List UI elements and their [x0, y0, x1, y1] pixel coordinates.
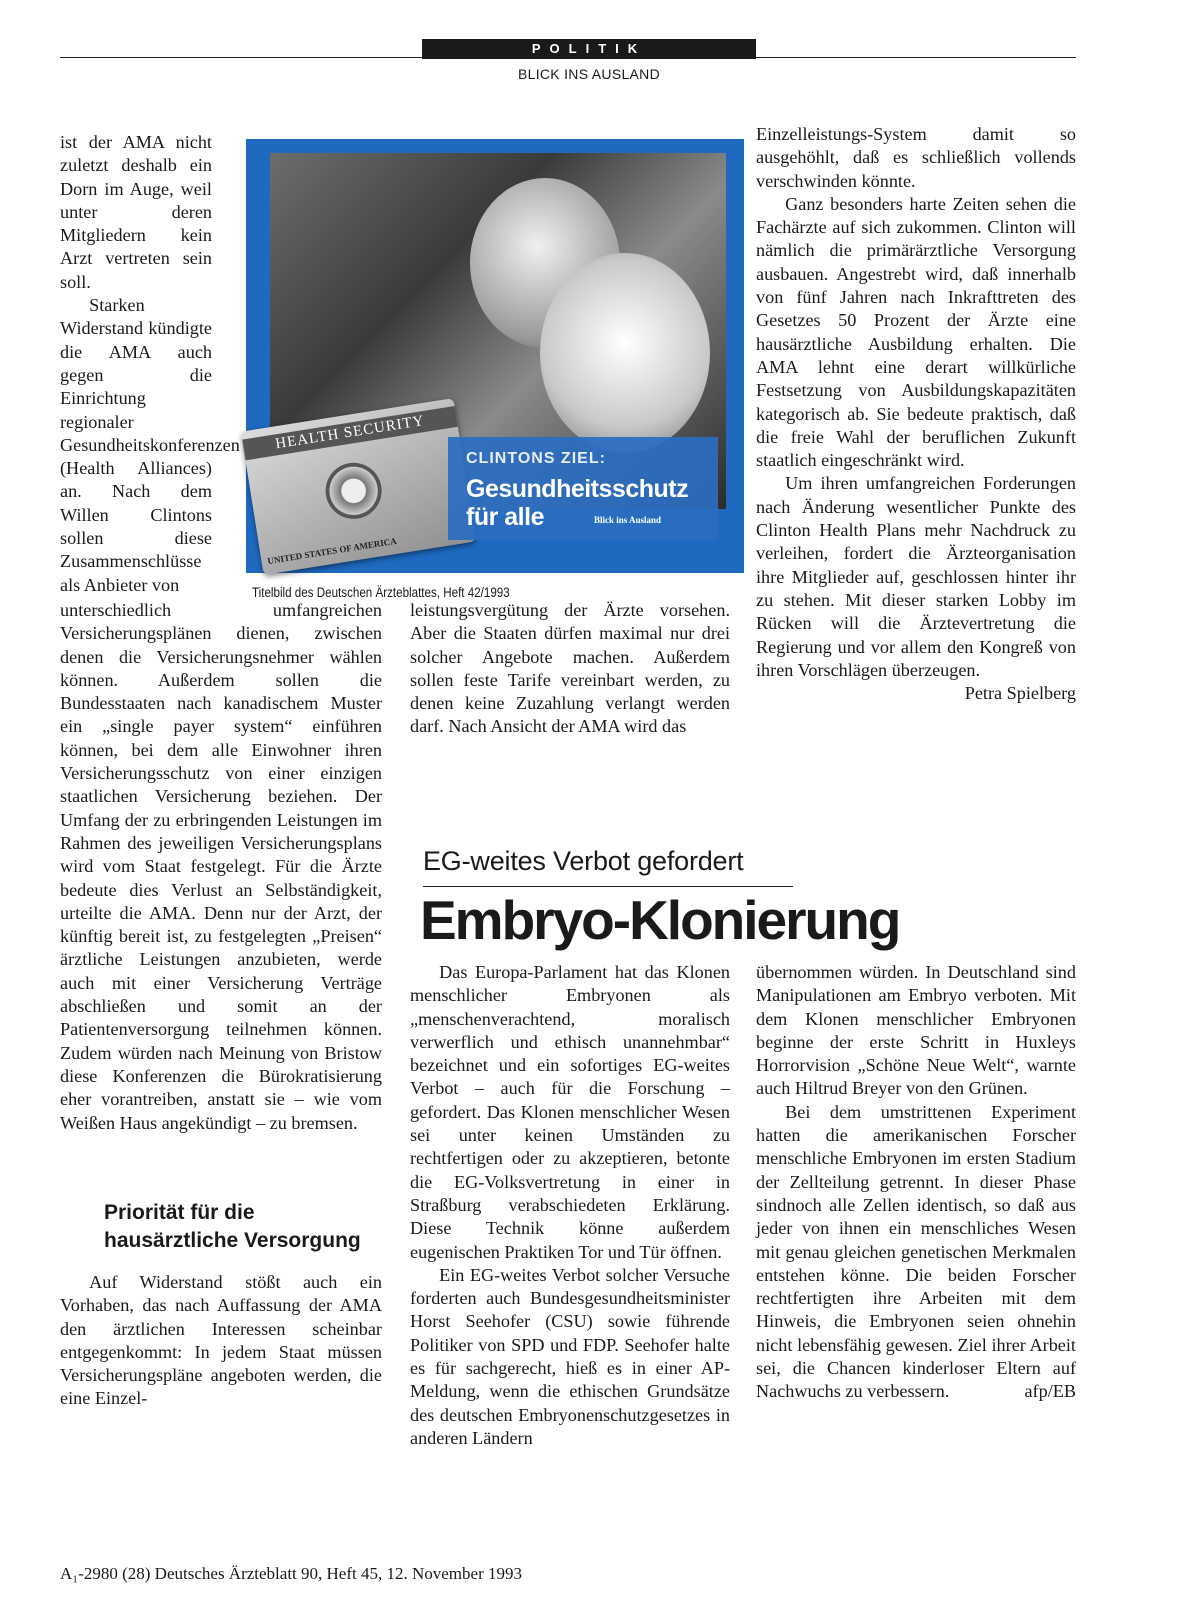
banner-title-line2: für alle: [466, 503, 544, 531]
paragraph: leistungsvergütung der Ärzte vorsehen. Aber die Staaten dürfen maximal nur drei solcher Angebote machen. Außerdem sollen feste Tarife vereinbart werden, zu denen keine Zuzahlung verlangt werden darf. Nach Ansicht der AMA wird das: [410, 600, 730, 737]
paragraph: Einzelleistungs-System damit so ausgehöhlt, daß es schließlich vollends verschwinden könnte.: [756, 124, 1076, 191]
author: afp/EB: [1024, 1381, 1076, 1402]
card-issuer: UNITED STATES OF AMERICA: [266, 535, 398, 567]
article2-col3: [756, 961, 1076, 1404]
page-footer: A₁-2980 (28) Deutsches Ärzteblatt 90, Heft 45, 12. November 1993: [60, 1564, 522, 1583]
author: Petra Spielberg: [964, 683, 1076, 704]
paragraph: unterschiedlich umfangreichen Versicherungsplänen dienen, zwischen denen die Versicherungsnehmer wählen können. Außerdem sollen die Bundesstaaten nach kanadischem Muster ein „single payer system“ einführen können, bei dem alle Einwohner ihren Versicherungsschutz von einer einzigen staatlichen Versicherung beziehen. Der Umfang der zu erbringenden Leistungen im Rahmen des jeweiligen Versicherungsplans wird vom Staat festgelegt. Für die Ärzte bedeute dies Verlust an Selbständigkeit, urteilte die AMA. Denn nur der Arzt, der künftig bereit ist, zu festgelegten „Preisen“ ärztliche Leistungen anzubieten, werde auch mit einer Versicherung Verträge abschließen und somit an der Patientenversorgung teilnehmen können. Zudem würden nach Meinung von Bristow diese Konferenzen die Bürokratisierung eher vorantreiben, anstatt sie – wie vom Weißen Haus angekündigt – zu bremsen.: [60, 600, 382, 1133]
article1-col1-bottom: [60, 1271, 382, 1411]
paragraph: Starken Widerstand kündigte die AMA auch gegen die Einrichtung regionaler Gesundheitskonferenzen (Health Alliances) an. Nach dem Willen Clintons sollen diese Zusammenschlüsse als Anbieter von: [60, 295, 240, 595]
figure-caption: Titelbild des Deutschen Ärzteblattes, Heft 42/1993: [252, 585, 510, 600]
paragraph: Das Europa-Parlament hat das Klonen menschlicher Embryonen als „menschenverachtend, moralisch verwerflich und ethisch unannehmbar“ bezeichnet und ein sofortiges EG-weites Verbot – auch für die Forschung – gefordert. Das Klonen menschlicher Wesen sei unter keinen Umständen zu rechtfertigen oder zu akzeptieren, betonte die EG-Volksvertretung in einer in Straßburg verabschiedeten Erklärung. Diese Technik könne außerdem eugenischen Praktiken Tor und Tür öffnen.: [410, 962, 730, 1262]
paragraph: [756, 472, 1076, 704]
article2-col2: [410, 961, 730, 1450]
cover-image: [246, 139, 744, 573]
portrait-woman: [540, 253, 710, 453]
banner-tag: Blick ins Ausland: [594, 515, 662, 525]
banner-kicker: CLINTONS ZIEL:: [466, 450, 606, 467]
paragraph: Ein EG-weites Verbot solcher Versuche forderten auch Bundesgesundheitsminister Horst Seehofer (CSU) sowie führende Politiker von SPD und FDP. Seehofer halte es für sachgerecht, hieß es in einer AP-Meldung, wenn die ethischen Grundsätze des deutschen Embryonenschutzgesetzes in anderen Ländern: [410, 1264, 730, 1448]
paragraph-text: Um ihren umfangreichen Forderungen nach Änderung wesentlicher Punkte des Clinton Health Plans mehr Nachdruck zu verleihen, fordert die Ärzteorganisation ihre Mitglieder auf, geschlossen hinter ihr zu stehen. Mit dieser starken Lobby im Rücken will die Ärztevertretung die Regierung und vor allem den Kongreß von ihren Vorschlägen überzeugen.: [756, 473, 1076, 680]
paragraph: Auf Widerstand stößt auch ein Vorhaben, das nach Auffassung der AMA den ärztlichen Interessen scheinbar entgegenkommt: In jedem Staat müssen Versicherungspläne angeboten werden, die eine Einzel-: [60, 1272, 382, 1409]
card-title: HEALTH SECURITY: [242, 406, 458, 460]
article2-headline: Embryo-Klonierung: [420, 889, 900, 951]
header-rule-left: [60, 57, 422, 58]
section-label: POLITIK: [422, 39, 756, 59]
paragraph: übernommen würden. In Deutschland sind Manipulationen am Embryo verboten. Mit dem Klonen menschlicher Embryonen beginne der erste Schritt in Huxleys Horrorvision „Schöne Neue Welt“, warnte auch Hiltrud Breyer von den Grünen.: [756, 962, 1076, 1099]
seal-icon: [322, 459, 386, 523]
subheading: Priorität für die hausärztliche Versorgung: [104, 1201, 361, 1252]
kicker-rule: [423, 886, 793, 887]
article1-col2: [410, 599, 730, 739]
subsection-label: BLICK INS AUSLAND: [517, 66, 661, 82]
article1-col1-narrow: [60, 131, 240, 597]
paragraph: [756, 1101, 1076, 1404]
article1-col1-wide: [60, 599, 382, 1135]
paragraph: ist der AMA nicht zuletzt deshalb ein Dorn im Auge, weil unter deren Mitgliedern kein Arzt vertreten sein soll.: [60, 132, 212, 292]
banner-title-line1: Gesundheitsschutz: [466, 475, 689, 503]
paragraph-text: Bei dem umstrittenen Experiment hatten die amerikanischen Forscher menschliche Embryonen im ersten Stadium der Zellteilung getrennt. In dieser Phase sindnoch alle Zellen identisch, so daß aus jeder von ihnen ein menschliches Wesen mit genau gleichen genetischen Merkmalen entstehen könne. Die beiden Forscher rechtfertigten ihre Arbeiten mit dem Hinweis, die Embryonen seien ohnehin nicht lebensfähig gewesen. Ziel ihrer Arbeit sei, die Chancen kinderloser Eltern auf Nachwuchs zu verbessern.: [756, 1101, 1076, 1402]
header-rule-right: [756, 57, 1076, 58]
article1-col3: [756, 123, 1076, 705]
paragraph: Ganz besonders harte Zeiten sehen die Fachärzte auf sich zukommen. Clinton will nämlich die primärärztliche Versorgung ausbauen. Angestrebt wird, daß innerhalb von fünf Jahren nach Inkrafttreten des Gesetzes 50 Prozent der Ärzte eine hausärztliche Ausbildung erhalten. Die AMA lehnt eine derart willkürliche Festsetzung von Ausbildungskapazitäten kategorisch ab. Sie bedeute praktisch, daß die freie Wahl der beruflichen Zukunft staatlich eingeschränkt wird.: [756, 193, 1076, 471]
article2-kicker: EG-weites Verbot gefordert: [423, 846, 744, 876]
